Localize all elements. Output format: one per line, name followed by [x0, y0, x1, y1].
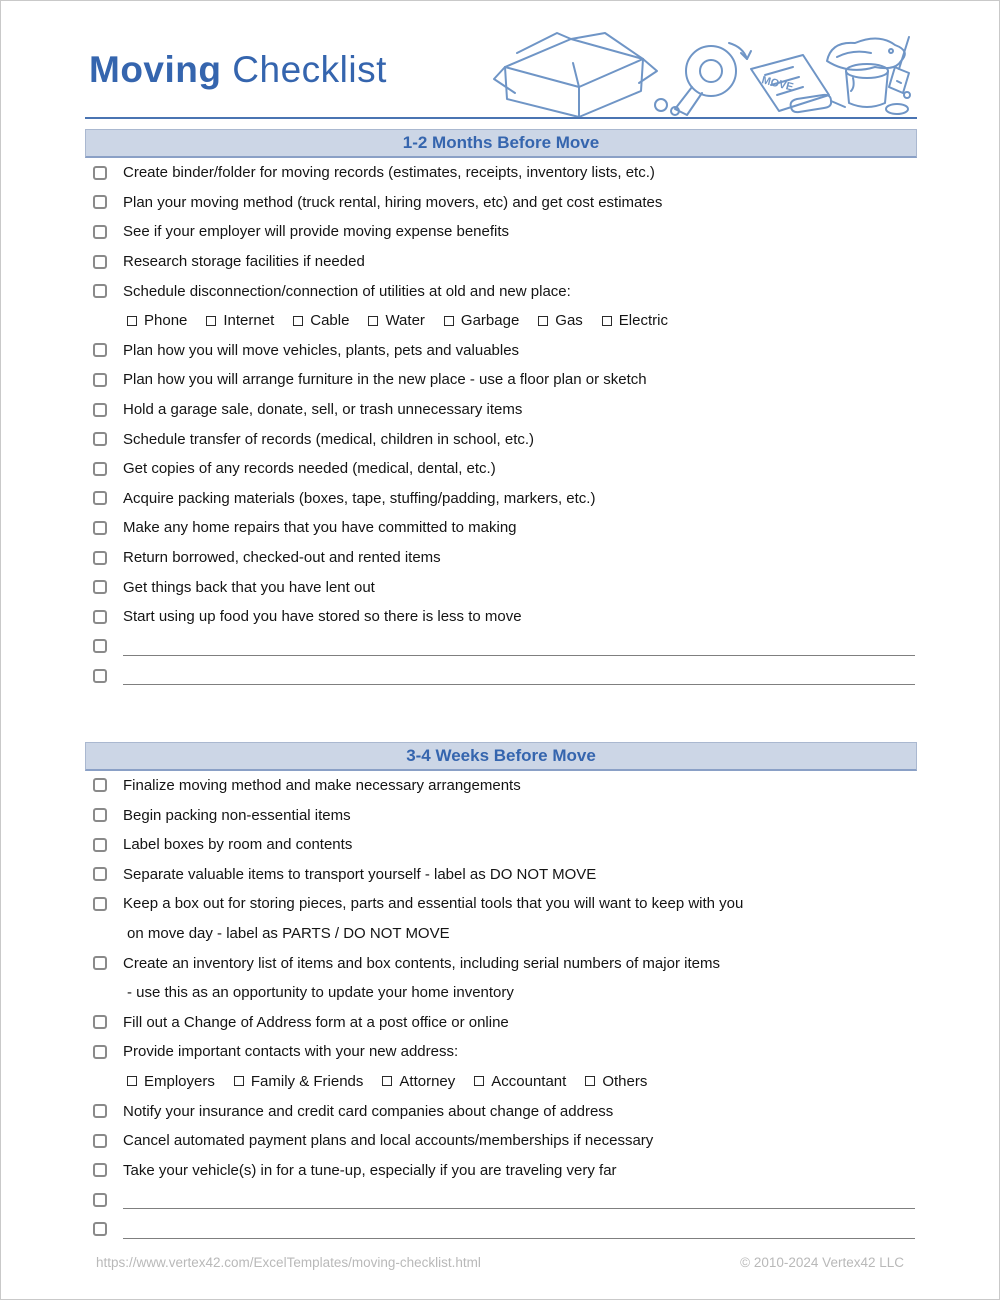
item-label: Research storage facilities if needed: [123, 253, 365, 271]
doc-footer: [96, 1255, 904, 1270]
sub-option-label: Family & Friends: [250, 1072, 364, 1090]
checkbox[interactable]: [93, 778, 107, 792]
checklist-item: [85, 948, 917, 978]
checkbox[interactable]: [93, 195, 107, 209]
page-title-bold: Moving: [89, 49, 222, 90]
sub-option-label: Internet: [223, 312, 275, 330]
checklist-item: [85, 572, 917, 602]
item-label: Finalize moving method and make necessary arrangements: [123, 776, 521, 794]
item-label: Make any home repairs that you have committed to making: [123, 519, 517, 537]
checkbox[interactable]: [93, 867, 107, 881]
sub-checkbox[interactable]: [127, 1076, 137, 1086]
checkbox[interactable]: [93, 521, 107, 535]
checkbox[interactable]: [93, 808, 107, 822]
checklist-item: [85, 336, 917, 366]
sub-checkbox[interactable]: [368, 316, 378, 326]
sub-option: [127, 312, 187, 329]
item-label: Plan how you will move vehicles, plants, pets and valuables: [123, 341, 520, 359]
item-label: Schedule disconnection/connection of utilities at old and new place:: [123, 282, 571, 300]
checklist-item: [85, 454, 917, 484]
checklist-item: [85, 889, 917, 919]
sub-checkbox[interactable]: [474, 1076, 484, 1086]
sub-option: [474, 1073, 566, 1090]
sub-checkbox[interactable]: [206, 316, 216, 326]
item-label: Fill out a Change of Address form at a post office or online: [123, 1013, 509, 1031]
item-label: Get things back that you have lent out: [123, 578, 375, 596]
checklist-item: [85, 158, 917, 188]
checkbox[interactable]: [93, 255, 107, 269]
checklist-item-continuation: [85, 919, 917, 949]
sub-option-label: Accountant: [491, 1072, 567, 1090]
sub-option-label: Electric: [618, 312, 668, 330]
checkbox[interactable]: [93, 897, 107, 911]
checkbox[interactable]: [93, 373, 107, 387]
item-label: Label boxes by room and contents: [123, 836, 353, 854]
checklist-item: [85, 830, 917, 860]
sub-option-label: Attorney: [399, 1072, 456, 1090]
item-label: Create an inventory list of items and box contents, including serial numbers of major items: [123, 954, 720, 972]
checkbox[interactable]: [93, 432, 107, 446]
item-label: Return borrowed, checked-out and rented items: [123, 549, 441, 567]
checklist-item: [85, 484, 917, 514]
checkbox[interactable]: [93, 284, 107, 298]
sub-option: [206, 312, 274, 329]
section-header: 1-2 Months Before Move: [85, 129, 917, 158]
checklist-item: [85, 859, 917, 889]
checkbox[interactable]: [93, 343, 107, 357]
sub-option: [368, 312, 424, 329]
checkbox[interactable]: [93, 1015, 107, 1029]
item-label-line2: - use this as an opportunity to update your home inventory: [127, 984, 514, 1002]
item-label: Cancel automated payment plans and local accounts/memberships if necessary: [123, 1132, 654, 1150]
sub-checkbox[interactable]: [127, 316, 137, 326]
sub-option: [293, 312, 349, 329]
sub-checkbox[interactable]: [585, 1076, 595, 1086]
svg-text:MOVE: MOVE: [760, 74, 795, 94]
fill-in-line[interactable]: [123, 1208, 915, 1209]
checklist-item: [85, 800, 917, 830]
checkbox[interactable]: [93, 838, 107, 852]
blank-checklist-row: [85, 632, 917, 662]
checklist-content: [85, 129, 917, 1244]
item-label: Plan your moving method (truck rental, hiring movers, etc) and get cost estimates: [123, 193, 663, 211]
checkbox[interactable]: [93, 462, 107, 476]
checklist-item: [85, 543, 917, 573]
sub-option: [602, 312, 668, 329]
checklist-item: [85, 424, 917, 454]
footer-copyright: © 2010-2024 Vertex42 LLC: [740, 1255, 904, 1270]
checkbox[interactable]: [93, 491, 107, 505]
fill-in-line[interactable]: [123, 655, 915, 656]
checklist-item: [85, 1126, 917, 1156]
checklist-item: [85, 395, 917, 425]
checklist-item: [85, 513, 917, 543]
item-label: Provide important contacts with your new address:: [123, 1043, 459, 1061]
checklist-item: [85, 1037, 917, 1067]
sub-option-label: Others: [602, 1072, 648, 1090]
checklist-section: [85, 742, 917, 1245]
checkbox[interactable]: [93, 166, 107, 180]
sub-option: [444, 312, 519, 329]
sub-option: [382, 1073, 455, 1090]
checklist-item: [85, 602, 917, 632]
checklist-item: [85, 217, 917, 247]
blank-checklist-row: [85, 1185, 917, 1215]
sub-checkbox[interactable]: [293, 316, 303, 326]
checklist-item: [85, 1007, 917, 1037]
checklist-section: [85, 129, 917, 691]
sub-options-row: [85, 306, 917, 336]
checkbox[interactable]: [93, 1134, 107, 1148]
checkbox[interactable]: [93, 225, 107, 239]
page-title-regular: Checklist: [232, 49, 387, 90]
checkbox[interactable]: [93, 551, 107, 565]
sub-option: [234, 1073, 364, 1090]
item-label: Create binder/folder for moving records (estimates, receipts, inventory lists, etc.): [123, 164, 655, 182]
sub-option: [538, 312, 583, 329]
blank-checklist-row: [85, 661, 917, 691]
checkbox[interactable]: [93, 1193, 107, 1207]
checklist-item: [85, 276, 917, 306]
sub-option-label: Phone: [144, 312, 188, 330]
sub-option-label: Garbage: [460, 312, 520, 330]
item-label-line2: on move day - label as PARTS / DO NOT MOVE: [127, 924, 450, 942]
item-label: Separate valuable items to transport yourself - label as DO NOT MOVE: [123, 865, 597, 883]
checkbox[interactable]: [93, 639, 107, 653]
section-header: 3-4 Weeks Before Move: [85, 742, 917, 771]
checkbox[interactable]: [93, 610, 107, 624]
checkbox[interactable]: [93, 1045, 107, 1059]
item-label: Plan how you will arrange furniture in the new place - use a floor plan or sketch: [123, 371, 647, 389]
checklist-item: [85, 1155, 917, 1185]
blank-checklist-row: [85, 1215, 917, 1245]
checkbox[interactable]: [93, 580, 107, 594]
sub-checkbox[interactable]: [382, 1076, 392, 1086]
sub-option: [127, 1073, 215, 1090]
checkbox[interactable]: [93, 1104, 107, 1118]
item-label: Begin packing non-essential items: [123, 806, 351, 824]
checkbox[interactable]: [93, 669, 107, 683]
sub-option-label: Water: [385, 312, 425, 330]
footer-url: https://www.vertex42.com/ExcelTemplates/moving-checklist.html: [96, 1255, 481, 1270]
checkbox[interactable]: [93, 956, 107, 970]
fill-in-line[interactable]: [123, 1238, 915, 1239]
checkbox[interactable]: [93, 1222, 107, 1236]
sub-checkbox[interactable]: [234, 1076, 244, 1086]
checklist-item: [85, 188, 917, 218]
sub-checkbox[interactable]: [602, 316, 612, 326]
checklist-item: [85, 365, 917, 395]
sub-checkbox[interactable]: [444, 316, 454, 326]
item-label: Start using up food you have stored so there is less to move: [123, 608, 522, 626]
moving-supplies-illustration: [493, 31, 913, 119]
item-label: Get copies of any records needed (medical, dental, etc.): [123, 460, 496, 478]
sub-option: [585, 1073, 647, 1090]
item-label: Take your vehicle(s) in for a tune-up, especially if you are traveling very far: [123, 1161, 617, 1179]
doc-header: [89, 49, 387, 91]
sub-options-row: [85, 1067, 917, 1097]
sub-option-label: Employers: [144, 1072, 215, 1090]
fill-in-line[interactable]: [123, 684, 915, 685]
item-label: See if your employer will provide moving expense benefits: [123, 223, 510, 241]
header-divider: [85, 117, 917, 119]
sub-checkbox[interactable]: [538, 316, 548, 326]
item-label: Hold a garage sale, donate, sell, or trash unnecessary items: [123, 401, 523, 419]
item-label: Schedule transfer of records (medical, children in school, etc.): [123, 430, 535, 448]
item-label: Notify your insurance and credit card companies about change of address: [123, 1102, 614, 1120]
item-label: Keep a box out for storing pieces, parts and essential tools that you will want to keep with you: [123, 895, 744, 913]
item-label: Acquire packing materials (boxes, tape, stuffing/padding, markers, etc.): [123, 489, 596, 507]
checklist-item: [85, 247, 917, 277]
sub-option-label: Cable: [310, 312, 350, 330]
checklist-item-continuation: [85, 978, 917, 1008]
checklist-item: [85, 1096, 917, 1126]
sub-option-label: Gas: [555, 312, 583, 330]
checkbox[interactable]: [93, 1163, 107, 1177]
checkbox[interactable]: [93, 403, 107, 417]
checklist-item: [85, 771, 917, 801]
page-title: [89, 49, 387, 91]
